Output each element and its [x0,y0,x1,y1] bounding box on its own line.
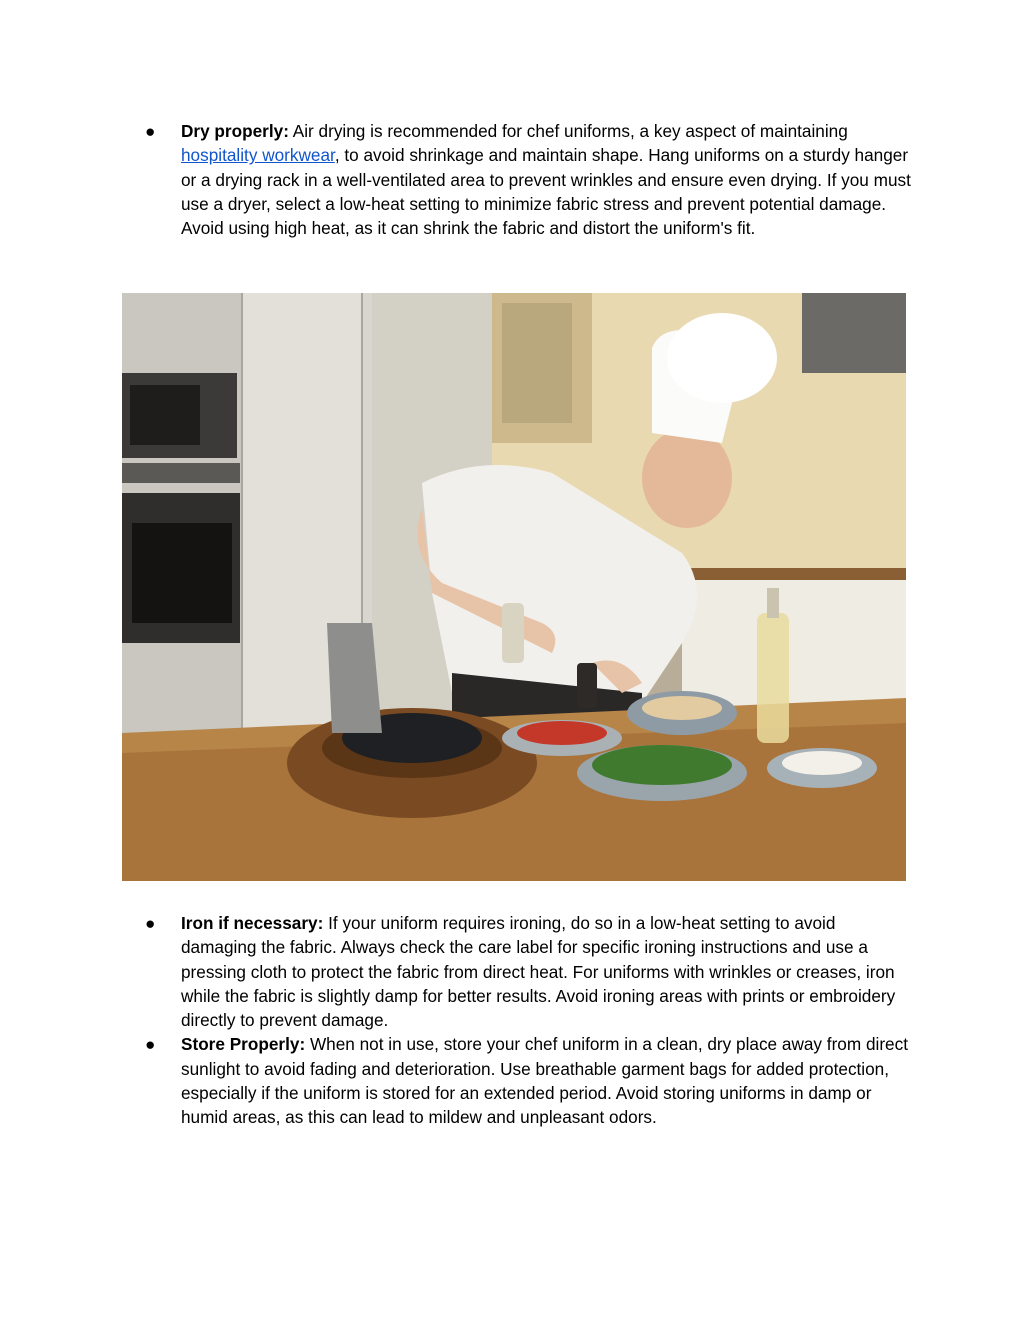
list-item-iron [145,911,915,1032]
bullet-icon: ● [145,121,156,141]
bullet-list-care [145,911,915,1130]
body-text: Air drying is recommended for chef uniforms, a key aspect of maintaining [288,121,848,141]
bullet-list-dry [145,119,915,240]
body-text: If your uniform requires ironing, do so in a low-heat setting to avoid damaging the fabric. Always check the care label for specific ironing instructions and use a pressing cloth to protect the fabric from direct heat. For uniforms with wrinkles or creases, iron while the fabric is slightly damp for better results. Avoid ironing areas with prints or embroidery directly to prevent damage. [181,913,896,1031]
chef-photo [122,293,906,881]
term-dry-properly: Dry properly: [181,121,289,141]
body-text: , to avoid shrinkage and maintain shape. Hang uniforms on a sturdy hanger or a drying rack in a well-ventilated area to prevent wrinkles and ensure even drying. If you must use a dryer, select a low-heat setting to minimize fabric stress and prevent potential damage. Avoid using high heat, as it can shrink the fabric and distort the uniform's fit. [181,145,911,239]
term-iron-if-necessary: Iron if necessary: [181,913,324,933]
term-store-properly: Store Properly: [181,1034,306,1055]
list-item-store [145,1032,915,1129]
bullet-icon: ● [145,1034,156,1055]
bullet-icon: ● [145,913,156,933]
list-item-dry-properly [145,119,915,240]
body-text: When not in use, store your chef uniform in a clean, dry place away from direct sunlight to avoid fading and deterioration. Use breathable garment bags for added protection, especially if the uniform is stored for an extended period. Avoid storing uniforms in damp or humid areas, as this can lead to mildew and unpleasant odors. [181,1034,908,1128]
hospitality-workwear-link[interactable]: hospitality workwear [181,145,335,166]
